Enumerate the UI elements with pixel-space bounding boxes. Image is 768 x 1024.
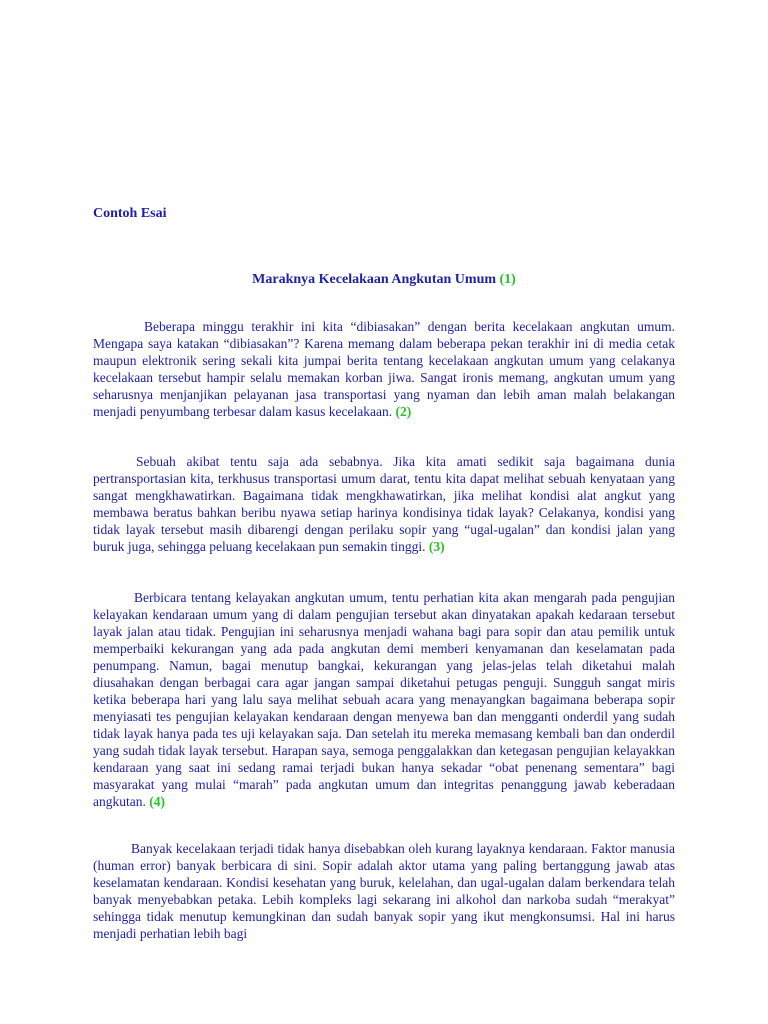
paragraph-2-marker: (3): [428, 538, 445, 554]
paragraph-4-text: Banyak kecelakaan terjadi tidak hanya disebabkan oleh kurang layaknya kendaraan. Faktor manusia (human error) banyak berbicara di sini. Sopir adalah aktor utama yang paling bertanggung jawab atas keselamatan kendaraan. Kondisi kesehatan yang buruk, kelelahan, dan ugal-ugalan dalam berkendara telah banyak menyebabkan petaka. Lebih kompleks lagi sekarang ini alkohol dan narkoba sudah “merakyat” sehingga tidak menutup kemungkinan dan sudah banyak sopir yang ikut mengkonsumsi. Hal ini harus menjadi perhatian lebih bagi: [93, 840, 675, 941]
paragraph-3-marker: (4): [149, 793, 165, 809]
essay-title: [93, 271, 675, 288]
paragraph-3-text: Berbicara tentang kelayakan angkutan umum, tentu perhatian kita akan mengarah pada pengujian kelayakan kendaraan umum yang di dalam pengujian tersebut akan dinyatakan apakah kedaraan tersebut layak jalan atau tidak. Pengujian ini seharusnya menjadi wahana bagi para sopir dan atau pemilik untuk memperbaiki kekurangan yang ada pada angkutan demi memberi kenyamanan dan keselamatan pada penumpang. Namun, bagai menutup bangkai, kekurangan yang jelas-jelas telah diketahui malah diusahakan dengan berbagai cara agar jangan sampai diketahui petugas penguji. Sungguh sangat miris ketika beberapa hari yang lalu saya melihat sebuah acara yang menayangkan bagaimana beberapa sopir menyiasati tes pengujian kelayakan kendaraan dengan menyewa ban dan mengganti onderdil yang sudah tidak layak hanya pada tes uji kelayakan saja. Dan setelah itu mereka memasang kembali ban dan onderdil yang sudah tidak layak tersebut. Harapan saya, semoga penggalakkan dan ketegasan pengujian kelayakkan kendaraan yang saat ini sedang ramai terjadi bukan hanya sekadar “obat penenang sementara” bagi masyarakat yang mulai “marah” pada angkutan umum dan integritas penanggung jawab keberadaan angkutan.: [93, 589, 675, 809]
paragraph-1-marker: (2): [395, 403, 412, 419]
essay-title-text: Maraknya Kecelakaan Angkutan Umum: [252, 272, 497, 287]
document-heading: Contoh Esai: [93, 206, 167, 221]
paragraph-1-text: Beberapa minggu terakhir ini kita “dibiasakan” dengan berita kecelakaan angkutan umum. Mengapa saya katakan “dibiasakan”? Karena memang dalam beberapa pekan terakhir ini di media cetak maupun elektronik sering sekali kita jumpai berita tentang kecelakaan angkutan umum yang celakanya kecelakaan tersebut hampir selalu memakan korban jiwa. Sangat ironis memang, angkutan umum yang seharusnya menjanjikan pelayanan jasa transportasi yang nyaman dan lebih aman malah belakangan menjadi penyumbang terbesar dalam kasus kecelakaan.: [93, 318, 675, 419]
paragraph-3: [93, 589, 675, 810]
paragraph-1: [93, 318, 675, 420]
paragraph-2-text: Sebuah akibat tentu saja ada sebabnya. Jika kita amati sedikit saja bagaimana dunia pertransportasian kita, terkhusus transportasi umum darat, tentu kita dapat melihat sebuah kenyataan yang sangat mengkhawatirkan. Bagaimana tidak mengkhawatirkan, jika melihat kondisi alat angkut yang membawa beratus bahkan beribu nyawa setiap harinya kondisinya tidak layak? Celakanya, kondisi yang tidak layak tersebut masih dibarengi dengan perilaku sopir yang “ugal-ugalan” dan kondisi jalan yang buruk juga, sehingga peluang kecelakaan pun semakin tinggi.: [93, 453, 675, 554]
paragraph-4: [93, 840, 675, 942]
essay-title-marker: (1): [499, 272, 516, 287]
paragraph-2: [93, 453, 675, 555]
